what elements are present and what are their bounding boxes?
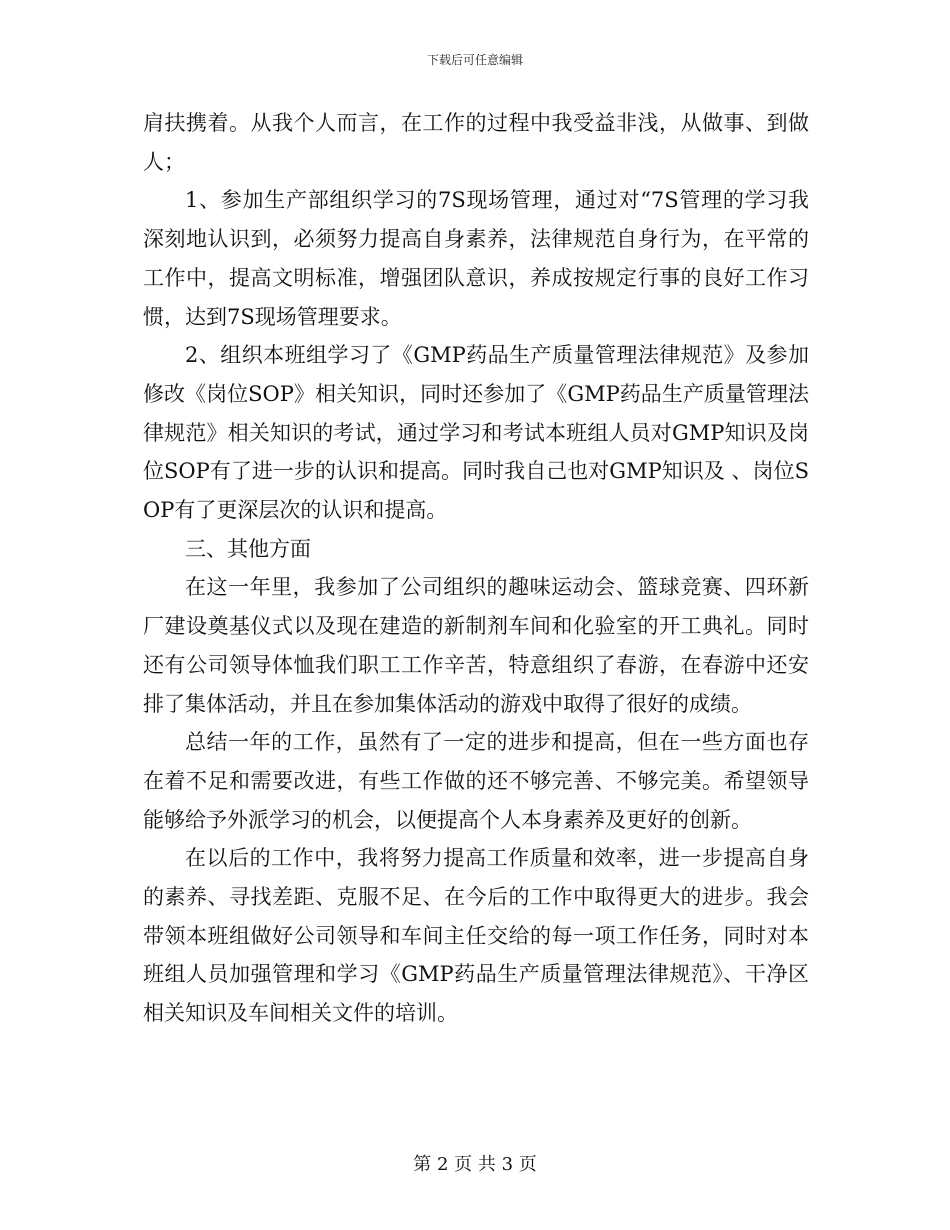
page-header: 下载后可任意编辑 xyxy=(426,53,523,67)
paragraph-continuation: 肩扶携着。从我个人而言，在工作的过程中我受益非浅，从做事、到做人； xyxy=(143,111,809,174)
paragraph-year-summary: 总结一年的工作，虽然有了一定的进步和提高，但在一些方面也存在着不足和需要改进，有些工作做的还不够完善、不够完美。希望领导能够给予外派学习的机会，以便提高个人本身素养及更好的创新。 xyxy=(143,730,809,832)
paragraph-future-work: 在以后的工作中，我将努力提高工作质量和效率，进一步提高自身的素养、寻找差距、克服不足、在今后的工作中取得更大的进步。我会带领本班组做好公司领导和车间主任交给的每一项工作任务，同时对本班组人员加强管理和学习《GMP药品生产质量管理法律规范》、干净区相关知识及车间相关文件的培训。 xyxy=(143,846,809,1026)
section-heading-other-aspects: 三、其他方面 xyxy=(185,536,311,561)
paragraph-company-activities: 在这一年里，我参加了公司组织的趣味运动会、篮球竞赛、四环新厂建设奠基仪式以及现在建造的新制剂车间和化验室的开工典礼。同时还有公司领导体恤我们职工工作辛苦，特意组织了春游，在春游中还安排了集体活动，并且在参加集体活动的游戏中取得了很好的成绩。 xyxy=(143,575,809,716)
paragraph-gmp-study: 2、组织本班组学习了《GMP药品生产质量管理法律规范》及参加修改《岗位SOP》相关知识，同时还参加了《GMP药品生产质量管理法律规范》相关知识的考试，通过学习和考试本班组人员对GMP知识及岗位SOP有了进一步的认识和提高。同时我自己也对GMP知识及 、岗位SOP有了更深层次的认识和提高。 xyxy=(143,343,809,523)
paragraph-7s-management: 1、参加生产部组织学习的7S现场管理，通过对“7S管理的学习我深刻地认识到，必须努力提高自身素养，法律规范自身行为，在平常的工作中，提高文明标准，增强团队意识，养成按规定行事的良好工作习惯，达到7S现场管理要求。 xyxy=(143,188,809,329)
page-number-footer: 第 2 页 共 3 页 xyxy=(413,1154,537,1175)
document-body xyxy=(143,104,809,1033)
